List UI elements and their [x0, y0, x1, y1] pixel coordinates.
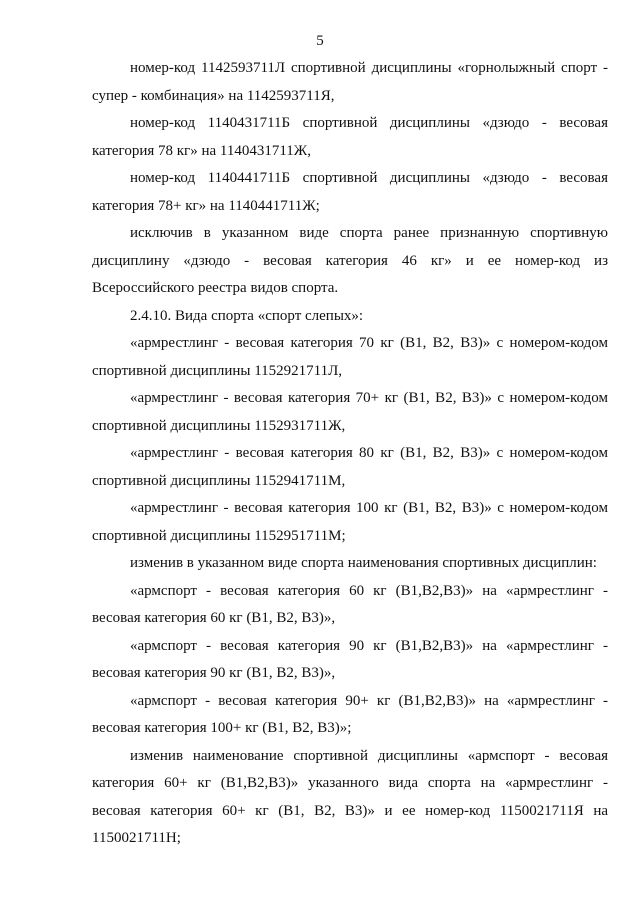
- text-line: «армспорт - весовая категория 90 кг (В1,В2,В3)» на «армрестлинг -: [130, 637, 608, 654]
- paragraph: [92, 220, 608, 303]
- paragraph: [92, 303, 608, 331]
- text-line: исключив в указанном виде спорта ранее признанную спортивную: [130, 225, 608, 241]
- paragraph: [92, 495, 608, 550]
- paragraph: [92, 385, 608, 440]
- paragraph: [92, 633, 608, 688]
- paragraph: [92, 330, 608, 385]
- text-line: 1150021711Н;: [92, 830, 181, 846]
- text-line: номер-код 1140441711Б спортивной дисциплины «дзюдо - весовая: [130, 170, 608, 186]
- text-line: «армспорт - весовая категория 60 кг (В1,В2,В3)» на «армрестлинг -: [130, 582, 608, 599]
- paragraph: [92, 55, 608, 110]
- text-line: категория 78 кг» на 1140431711Ж,: [92, 142, 311, 159]
- text-line: «армспорт - весовая категория 90+ кг (В1,В2,В3)» на «армрестлинг -: [130, 692, 608, 709]
- text-line: «армрестлинг - весовая категория 70+ кг (В1, В2, В3)» с номером-кодом: [130, 390, 608, 406]
- text-line: Всероссийского реестра видов спорта.: [92, 280, 339, 296]
- paragraph: [92, 110, 608, 165]
- paragraph: [92, 578, 608, 633]
- paragraph: [92, 688, 608, 743]
- text-line: изменив наименование спортивной дисциплины «армспорт - весовая: [130, 747, 608, 764]
- text-line: категория 78+ кг» на 1140441711Ж;: [92, 197, 320, 214]
- text-line: номер-код 1142593711Л спортивной дисциплины «горнолыжный спорт -: [130, 60, 608, 76]
- paragraph: [92, 440, 608, 495]
- paragraph: [92, 550, 608, 578]
- text-line: спортивной дисциплины 1152921711Л,: [92, 362, 343, 379]
- paragraph: [92, 165, 608, 220]
- text-line: весовая категория 90 кг (В1, В2, В3)»,: [92, 665, 336, 681]
- text-line: изменив в указанном виде спорта наименования спортивных дисциплин:: [130, 555, 597, 571]
- text-line: «армрестлинг - весовая категория 70 кг (В1, В2, В3)» с номером-кодом: [130, 335, 608, 351]
- text-line: категория 60+ кг (В1,В2,В3)» указанного вида спорта на «армрестлинг -: [92, 775, 608, 791]
- text-line: весовая категория 60+ кг (В1, В2, В3)» и ее номер-код 1150021711Я на: [92, 802, 608, 819]
- page-number: 5: [316, 33, 324, 49]
- text-line: весовая категория 100+ кг (В1, В2, В3)»;: [92, 720, 352, 736]
- text-line: супер - комбинация» на 1142593711Я,: [92, 87, 335, 104]
- text-line: «армрестлинг - весовая категория 80 кг (В1, В2, В3)» с номером-кодом: [130, 445, 608, 461]
- text-line: 2.4.10. Вида спорта «спорт слепых»:: [130, 307, 364, 324]
- paragraph: [92, 743, 608, 853]
- text-line: номер-код 1140431711Б спортивной дисциплины «дзюдо - весовая: [130, 115, 608, 131]
- text-line: спортивной дисциплины 1152931711Ж,: [92, 417, 346, 434]
- text-line: «армрестлинг - весовая категория 100 кг (В1, В2, В3)» с номером-кодом: [130, 500, 608, 516]
- text-line: спортивной дисциплины 1152951711М;: [92, 527, 346, 544]
- text-line: дисциплину «дзюдо - весовая категория 46 кг» и ее номер-код из: [92, 252, 608, 269]
- text-line: весовая категория 60 кг (В1, В2, В3)»,: [92, 610, 336, 626]
- document-body: [92, 55, 608, 853]
- text-line: спортивной дисциплины 1152941711М,: [92, 472, 346, 489]
